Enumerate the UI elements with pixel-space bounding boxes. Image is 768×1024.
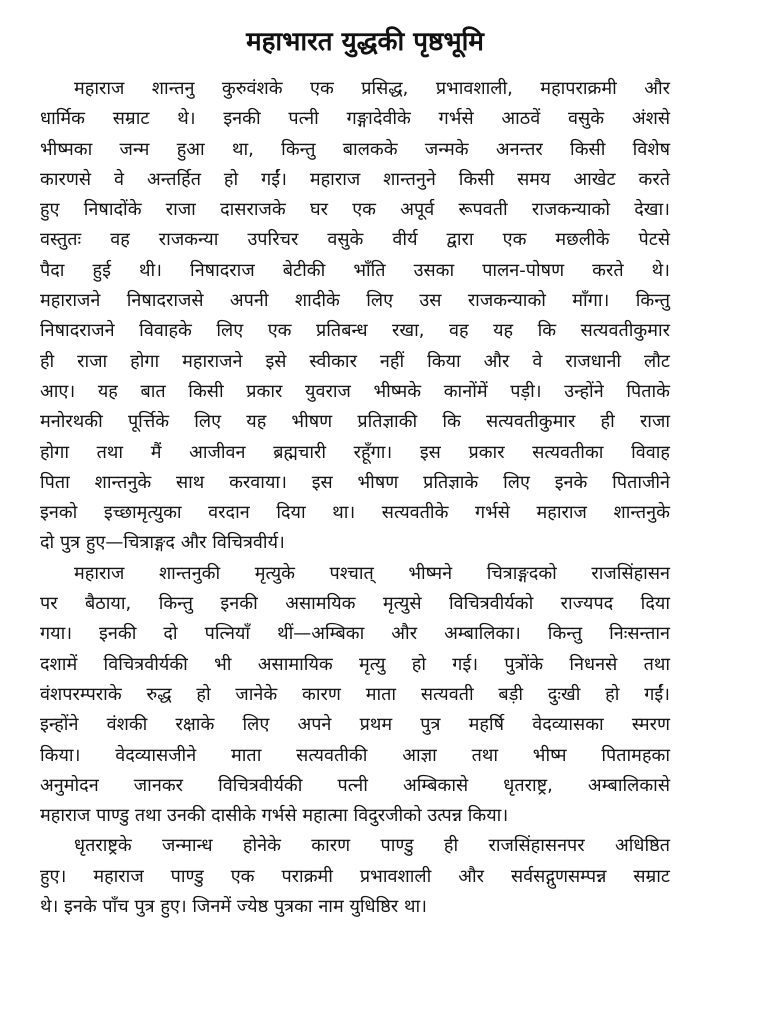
- text-line: महाराजने निषादराजसे अपनी शादीके लिए उस राजकन्याको माँगा। किन्तु: [40, 290, 670, 312]
- document-page: [40, 22, 670, 922]
- text-line: थे। इनके पाँच पुत्र हुए। जिनमें ज्येष्ठ पुत्रका नाम युधिष्ठिर था।: [40, 896, 427, 918]
- text-line: इन्होंने वंशकी रक्षाके लिए अपने प्रथम पुत्र महर्षि वेदव्यासका स्मरण: [40, 714, 670, 736]
- paragraph: [40, 831, 670, 922]
- text-line: भीष्मका जन्म हुआ था, किन्तु बालकके जन्मके अनन्तर किसी विशेष: [40, 138, 670, 160]
- text-line: मनोरथकी पूर्त्तिके लिए यह भीषण प्रतिज्ञाकी कि सत्यवतीकुमार ही राजा: [40, 411, 670, 433]
- text-line: धार्मिक सम्राट थे। इनकी पत्नी गङ्गादेवीके गर्भसे आठवें वसुके अंशसे: [40, 108, 670, 130]
- text-line: होगा तथा मैं आजीवन ब्रह्मचारी रहूँगा। इस प्रकार सत्यवतीका विवाह: [40, 441, 670, 463]
- text-line: महाराज पाण्डु तथा उनकी दासीके गर्भसे महात्मा विदुरजीको उत्पन्न किया।: [40, 805, 509, 827]
- text-line: गया। इनकी दो पत्नियाँ थीं—अम्बिका और अम्बालिका। किन्तु निःसन्तान: [40, 623, 670, 645]
- text-line: महाराज शान्तनु कुरुवंशके एक प्रसिद्ध, प्रभावशाली, महापराक्रमी और: [74, 78, 670, 99]
- text-line: हुए। महाराज पाण्डु एक पराक्रमी प्रभावशाली और सर्वसद्गुणसम्पन्न सम्राट: [40, 865, 670, 887]
- text-line: दशामें विचित्रवीर्यकी भी असामायिक मृत्यु हो गई। पुत्रोंके निधनसे तथा: [40, 653, 670, 675]
- document-title: महाभारत युद्धकी पृष्ठभूमि: [246, 27, 484, 57]
- text-line: कारणसे वे अन्तर्हित हो गईं। महाराज शान्तनुने किसी समय आखेट करते: [40, 168, 670, 190]
- text-line: धृतराष्ट्रके जन्मान्ध होनेके कारण पाण्डु ही राजसिंहासनपर अधिष्ठित: [74, 835, 670, 857]
- text-line: दो पुत्र हुए—चित्राङ्गद और विचित्रवीर्य।: [40, 532, 285, 554]
- document-body: [40, 74, 670, 922]
- text-line: वस्तुतः वह राजकन्या उपरिचर वसुके वीर्य द्वारा एक मछलीके पेटसे: [40, 229, 670, 251]
- text-line: हुए निषादोंके राजा दासराजके घर एक अपूर्व रूपवती राजकन्याको देखा।: [40, 199, 670, 221]
- paragraph: [40, 559, 670, 832]
- paragraph: [40, 74, 670, 559]
- text-line: वंशपरम्पराके रुद्ध हो जानेके कारण माता सत्यवती बड़ी दुःखी हो गईं।: [40, 683, 670, 705]
- text-line: किया। वेदव्यासजीने माता सत्यवतीकी आज्ञा तथा भीष्म पितामहका: [40, 744, 670, 766]
- text-line: महाराज शान्तनुकी मृत्युके पश्चात् भीष्मने चित्राङ्गदको राजसिंहासन: [74, 562, 670, 584]
- text-line: ही राजा होगा महाराजने इसे स्वीकार नहीं किया और वे राजधानी लौट: [40, 350, 670, 372]
- text-line: इनको इच्छामृत्युका वरदान दिया था। सत्यवतीके गर्भसे महाराज शान्तनुके: [40, 502, 670, 524]
- text-line: पर बैठाया, किन्तु इनकी असामयिक मृत्युसे विचित्रवीर्यको राज्यपद दिया: [40, 593, 670, 615]
- text-line: अनुमोदन जानकर विचित्रवीर्यकी पत्नी अम्बिकासे धृतराष्ट्र, अम्बालिकासे: [40, 774, 670, 796]
- text-line: पिता शान्तनुके साथ करवाया। इस भीषण प्रतिज्ञाके लिए इनके पिताजीने: [40, 471, 670, 493]
- text-line: पैदा हुई थी। निषादराज बेटीकी भाँति उसका पालन-पोषण करते थे।: [40, 259, 670, 281]
- text-line: आए। यह बात किसी प्रकार युवराज भीष्मके कानोंमें पड़ी। उन्होंने पिताके: [40, 380, 670, 402]
- text-line: निषादराजने विवाहके लिए एक प्रतिबन्ध रखा, वह यह कि सत्यवतीकुमार: [40, 320, 670, 342]
